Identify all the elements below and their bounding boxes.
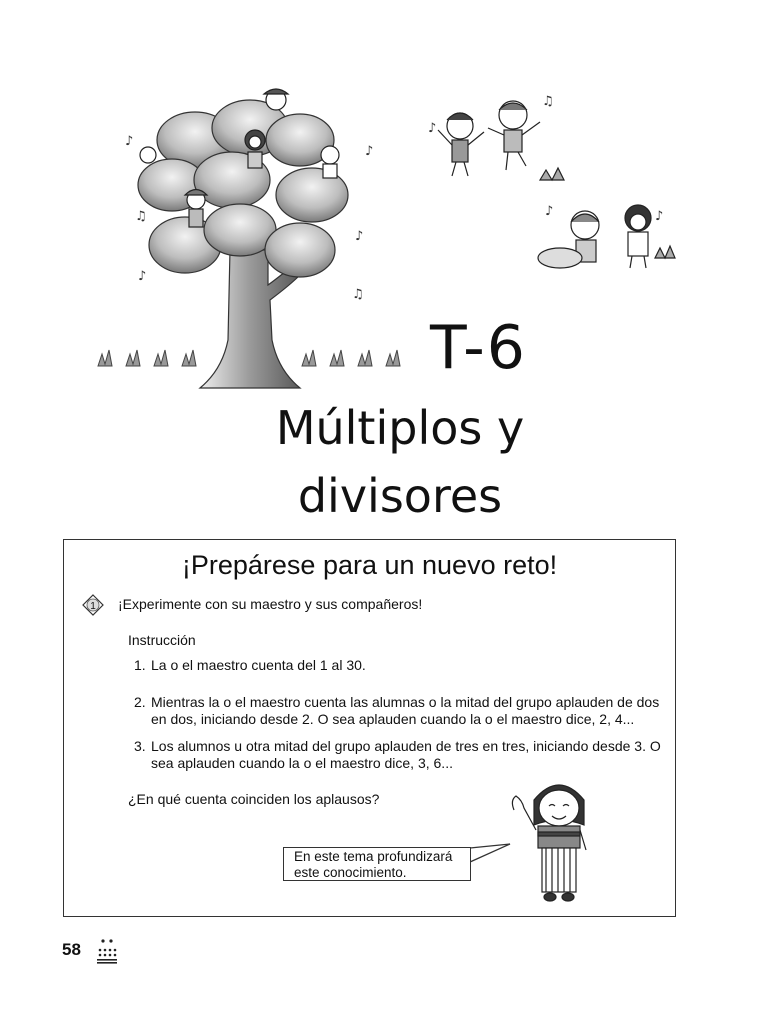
svg-text:♪: ♪ bbox=[655, 209, 664, 224]
activity-question: ¿En qué cuenta coinciden los aplausos? bbox=[128, 791, 380, 807]
activity-heading: ¡Prepárese para un nuevo reto! bbox=[181, 550, 558, 580]
list-item-number: 1. bbox=[134, 657, 146, 673]
girl-character-illustration bbox=[504, 770, 594, 910]
list-item-text: Los alumnos u otra mitad del grupo aplauden de tres en tres, iniciando desde 3. O sea aplauden cuando la o el maestro dice, 3, 6... bbox=[151, 738, 661, 771]
svg-text:♫: ♫ bbox=[135, 209, 147, 224]
list-item-text: Mientras la o el maestro cuenta las alumnas o la mitad del grupo aplauden de dos en dos, iniciando desde 2. O sea aplauden cuando la o el maestro dice, 2, 4... bbox=[151, 694, 660, 727]
chapter-title-line-1: Múltiplos y bbox=[275, 401, 525, 455]
list-item-number: 3. bbox=[134, 738, 146, 754]
page-number: 58 bbox=[62, 940, 81, 959]
instruction-label: Instrucción bbox=[128, 632, 196, 648]
svg-text:♫: ♫ bbox=[352, 287, 364, 302]
dot-abacus-icon bbox=[96, 938, 118, 964]
svg-text:♪: ♪ bbox=[355, 229, 364, 244]
step-text: ¡Experimente con su maestro y sus compañeros! bbox=[118, 596, 423, 612]
svg-text:♪: ♪ bbox=[428, 121, 437, 136]
svg-text:♪: ♪ bbox=[125, 134, 134, 149]
chapter-illustration bbox=[0, 0, 768, 400]
chapter-title bbox=[200, 394, 600, 530]
chapter-code: T-6 bbox=[430, 313, 527, 383]
list-item-number: 2. bbox=[134, 694, 146, 710]
activity-box bbox=[63, 539, 676, 917]
svg-text:♪: ♪ bbox=[545, 204, 554, 219]
speech-bubble: En este tema profundizará este conocimiento. bbox=[283, 847, 471, 881]
svg-text:♪: ♪ bbox=[365, 144, 374, 159]
list-item-text: La o el maestro cuenta del 1 al 30. bbox=[151, 657, 366, 673]
step-number: 1 bbox=[90, 601, 96, 612]
step-number-icon bbox=[82, 594, 104, 616]
chapter-title-line-2: divisores bbox=[297, 469, 503, 523]
dancing-children bbox=[438, 101, 564, 180]
svg-text:♫: ♫ bbox=[542, 94, 554, 109]
tree-canopy bbox=[138, 100, 348, 277]
svg-text:♪: ♪ bbox=[138, 269, 147, 284]
